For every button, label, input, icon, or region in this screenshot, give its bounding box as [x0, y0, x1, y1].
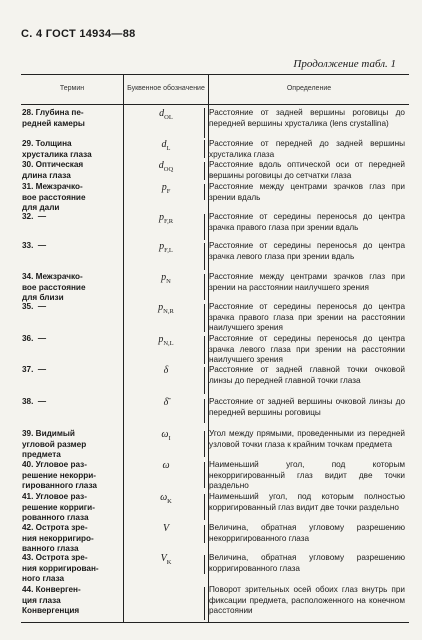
definition-margin-bar	[204, 555, 205, 574]
symbol-cell	[124, 160, 208, 175]
definition-margin-bar	[204, 243, 205, 270]
symbol-cell	[124, 523, 208, 534]
definition-margin-bar	[204, 525, 205, 543]
symbol-cell	[124, 241, 208, 256]
term-cell: 39. Видимый угловой размер предмета	[22, 429, 87, 460]
definition-margin-bar	[204, 367, 205, 394]
symbol-main: p	[161, 272, 167, 283]
symbol-main: V	[162, 523, 170, 534]
symbol-subscript: N,L	[163, 340, 174, 347]
symbol-subscript: OQ	[163, 166, 174, 173]
term-cell: 41. Угловое раз- решение корриги- рованного глаза	[22, 492, 95, 523]
symbol-cell	[124, 460, 208, 471]
definition-cell: Расстояние от задней вершины роговицы до передней вершины хрусталика (lens crystallina)	[209, 108, 405, 128]
symbol-main: d	[158, 160, 164, 171]
symbol-cell	[124, 492, 208, 507]
definition-margin-bar	[204, 462, 205, 488]
symbol-cell	[124, 302, 208, 317]
definition-margin-bar	[204, 108, 205, 138]
definition-cell: Поворот зрительных осей обоих глаз внутрь при фиксации предмета, расположенного на конечном расстоянии	[209, 585, 405, 616]
symbol-subscript: F,R	[163, 218, 174, 225]
definition-margin-bar	[204, 494, 205, 520]
definition-cell: Расстояние от середины переносья до центра зрачка правого глаза при зрении на расстоянии наилучшего зрения	[209, 302, 405, 333]
symbol-subscript: N,R	[163, 308, 174, 315]
definition-cell: Расстояние от середины переносья до центра зрачка левого глаза при зрении вдаль	[209, 241, 405, 261]
definition-cell: Расстояние от середины переносья до центра зрачка левого глаза при зрении на расстоянии наилучшего зрения	[209, 334, 405, 365]
symbol-main: d	[161, 139, 167, 150]
symbol-main: p	[158, 334, 164, 345]
symbol-main: δ	[163, 365, 169, 376]
symbol-subscript: K	[167, 498, 172, 505]
definition-cell: Величина, обратная угловому разрешению корригированного глаза	[209, 553, 405, 573]
term-cell: 32. —	[22, 212, 47, 221]
definition-cell: Расстояние от середины переносья до центра зрачка правого глаза при зрении вдаль	[209, 212, 405, 232]
definition-margin-bar	[204, 214, 205, 240]
page-header: С. 4 ГОСТ 14934—88	[21, 28, 136, 40]
symbol-main: p	[158, 212, 164, 223]
term-cell: 30. Оптическая длина глаза	[22, 160, 84, 180]
definition-cell: Расстояние от передней до задней вершины хрусталика глаза	[209, 139, 405, 159]
symbol-cell	[124, 272, 208, 287]
column-header-term: Термин	[59, 85, 85, 92]
symbol-subscript: L	[166, 145, 171, 152]
symbol-cell	[124, 212, 208, 227]
definition-margin-bar	[204, 399, 205, 423]
symbol-cell	[124, 139, 208, 154]
term-cell: 43. Острота зре- ния корригирован- ного глаза	[22, 553, 99, 584]
term-cell: 36. —	[22, 334, 47, 343]
definition-cell: Расстояние от задней вершины очковой линзы до передней вершины роговицы	[209, 397, 405, 417]
symbol-subscript: N	[166, 278, 171, 285]
definition-cell: Наименьший угол, под которым некорригированный глаз видит две точки раздельно	[209, 460, 405, 491]
symbol-cell	[124, 365, 208, 376]
column-header-symbol: Буквенное обозначение	[127, 85, 205, 92]
definition-cell: Угол между прямыми, проведенными из передней узловой точки глаза к крайним точкам предмета	[209, 429, 405, 449]
symbol-cell	[124, 553, 208, 568]
symbol-subscript: F	[166, 188, 171, 195]
term-cell: 37. —	[22, 365, 47, 374]
symbol-subscript: K	[166, 559, 172, 566]
symbol-main: δ̄	[163, 397, 169, 408]
term-cell: 38. —	[22, 397, 47, 406]
table-continuation-label: Продолжение табл. 1	[293, 58, 396, 70]
definition-margin-bar	[204, 274, 205, 300]
symbol-main: V	[160, 553, 167, 564]
symbol-main: d	[159, 108, 165, 119]
term-cell: 34. Межзрачко- вое расстояние для близи	[22, 272, 86, 303]
definition-margin-bar	[204, 162, 205, 180]
symbol-main: ω	[161, 429, 169, 440]
terms-table	[21, 74, 409, 623]
term-cell: 42. Острота зре- ния некорригиро- ванного глаза	[22, 523, 94, 554]
definition-cell: Расстояние между центрами зрачков глаз при зрении вдаль	[209, 182, 405, 202]
table-header-rule	[21, 104, 409, 105]
term-cell: 35. —	[22, 302, 47, 311]
definition-margin-bar	[204, 587, 205, 620]
symbol-cell	[124, 182, 208, 197]
term-cell: 33. —	[22, 241, 47, 250]
definition-cell: Величина, обратная угловому разрешению некорригированного глаза	[209, 523, 405, 543]
column-header-definition: Определение	[286, 85, 332, 92]
symbol-main: p	[159, 241, 165, 252]
definition-cell: Расстояние между центрами зрачков глаз при зрении на расстоянии наилучшего зрения	[209, 272, 405, 292]
symbol-subscript: F,L	[164, 247, 173, 254]
symbol-main: p	[161, 182, 167, 193]
definition-margin-bar	[204, 336, 205, 364]
definition-margin-bar	[204, 140, 205, 158]
symbol-cell	[124, 334, 208, 349]
definition-margin-bar	[204, 304, 205, 332]
symbol-cell	[124, 108, 208, 123]
symbol-main: ω	[162, 460, 170, 471]
definition-cell: Наименьший угол, под которым полностью корригированный глаз видит две точки раздельно	[209, 492, 405, 512]
definition-cell: Расстояние вдоль оптической оси от передней вершины роговицы до сетчатки глаза	[209, 160, 405, 180]
table-bottom-rule	[21, 622, 409, 623]
symbol-main: p	[158, 302, 164, 313]
term-cell: 31. Межзрачко- вое расстояние для дали	[22, 182, 86, 213]
symbol-cell	[124, 429, 208, 444]
definition-cell: Расстояние от задней главной точки очковой линзы до передней главной точки глаза	[209, 365, 405, 385]
term-cell: 40. Угловое раз- решение некорри- гированного глаза	[22, 460, 97, 491]
term-cell: 28. Глубина пе- редней камеры	[22, 108, 85, 128]
symbol-subscript: OL	[164, 114, 173, 121]
term-cell: 44. Конверген- ция глаза Конвергенция	[22, 585, 81, 616]
symbol-cell	[124, 397, 208, 408]
definition-margin-bar	[204, 184, 205, 200]
definition-margin-bar	[204, 431, 205, 457]
term-cell: 29. Толщина хрусталика глаза	[22, 139, 92, 159]
symbol-subscript: I	[168, 435, 171, 442]
symbol-main: ω	[160, 492, 168, 503]
